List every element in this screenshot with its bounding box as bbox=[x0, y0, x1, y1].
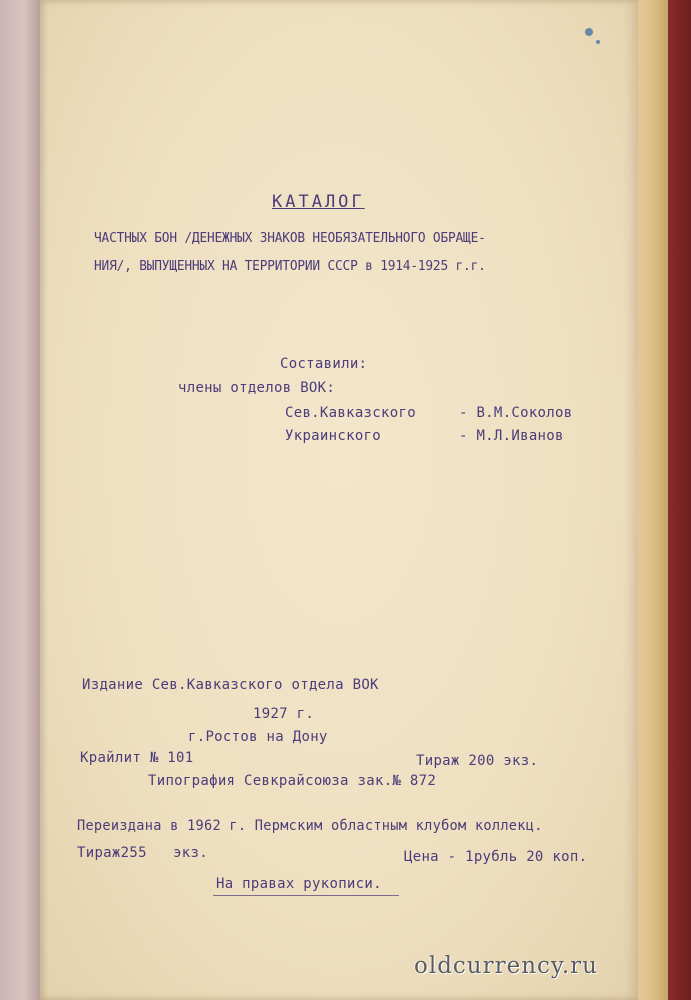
author-name: - В.М.Соколов bbox=[459, 405, 573, 421]
kraylit-number: Крайлит № 101 bbox=[80, 750, 194, 766]
publication-city: г.Ростов на Дону bbox=[188, 729, 328, 745]
rights-underline bbox=[213, 895, 399, 896]
print-run: Тираж 200 экз. bbox=[416, 753, 539, 769]
publication-year: 1927 г. bbox=[253, 706, 315, 722]
document-title: КАТАЛОГ bbox=[272, 192, 365, 212]
document-subtitle-line2: НИЯ/, ВЫПУЩЕННЫХ НА ТЕРРИТОРИИ СССР в 1914-1925 г.г. bbox=[94, 258, 486, 274]
watermark: oldcurrency.ru bbox=[414, 953, 598, 979]
rights-line: На правах рукописи. bbox=[216, 876, 382, 892]
members-label: члены отделов ВОК: bbox=[178, 380, 336, 396]
reprint-run: Тираж255 экз. bbox=[77, 845, 208, 861]
author-dept: Сев.Кавказского bbox=[285, 405, 416, 421]
author-name: - М.Л.Иванов bbox=[459, 428, 564, 444]
publisher-line: Издание Сев.Кавказского отдела ВОК bbox=[82, 677, 379, 693]
typography-line: Типография Севкрайсоюза зак.№ 872 bbox=[148, 773, 437, 789]
price-line: Цена - 1рубль 20 коп. bbox=[404, 849, 588, 865]
ink-speck bbox=[585, 28, 593, 36]
left-binding bbox=[0, 0, 42, 1000]
author-dept: Украинского bbox=[285, 428, 382, 444]
document-subtitle-line1: ЧАСТНЫХ БОН /ДЕНЕЖНЫХ ЗНАКОВ НЕОБЯЗАТЕЛЬНОГО ОБРАЩЕ- bbox=[94, 230, 486, 246]
compiled-by-label: Составили: bbox=[280, 356, 368, 372]
book-cover-edge bbox=[668, 0, 691, 1000]
ink-speck bbox=[596, 40, 600, 44]
reprint-line: Переиздана в 1962 г. Пермским областным клубом коллекц. bbox=[77, 818, 543, 834]
